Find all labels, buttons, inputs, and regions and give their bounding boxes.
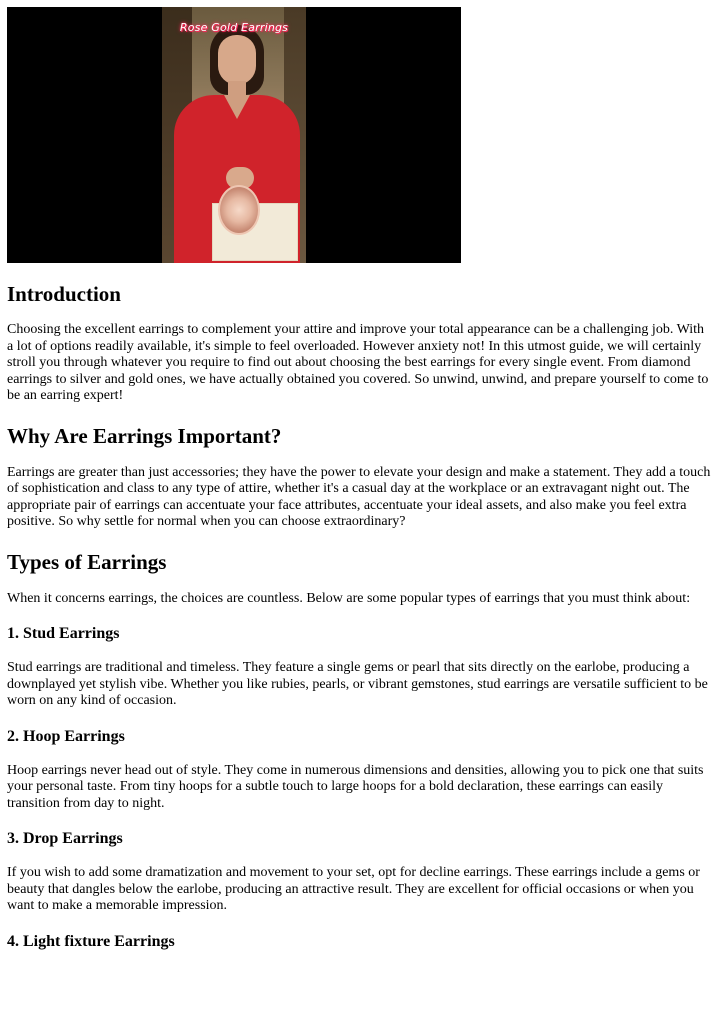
- paragraph-why-important: Earrings are greater than just accessories; they have the power to elevate your design and make a statement. They add a touch of sophistication and class to any type of attire, whether it's a casual day at the workplace or an extravagant night out. The appropriate pair of earrings can accentuate your face attributes, accentuate your ideal assets, and also make you feel extra positive. So why settle for normal when you can choose extraordinary?: [7, 464, 711, 529]
- heading-drop-earrings: 3. Drop Earrings: [7, 830, 123, 847]
- paragraph-stud-earrings: Stud earrings are traditional and timeless. They feature a single gems or pearl that sits directly on the earlobe, producing a downplayed yet stylish vibe. Whether you like rubies, pearls, or vibrant gemstones, stud earrings are versatile sufficient to be worn on any kind of occasion.: [7, 660, 708, 708]
- paragraph-hoop-earrings: Hoop earrings never head out of style. They come in numerous dimensions and densities, allowing you to pick one that suits your personal taste. From tiny hoops for a subtle touch to large hoops for a bold declaration, these earrings can easily transition from day to night.: [7, 762, 704, 811]
- heading-introduction: Introduction: [7, 282, 121, 306]
- heading-stud-earrings: 1. Stud Earrings: [7, 625, 120, 642]
- heading-hoop-earrings: 2. Hoop Earrings: [7, 727, 125, 745]
- video-player[interactable]: [7, 7, 461, 263]
- article: [7, 7, 713, 952]
- heading-light-fixture-earrings: 4. Light fixture Earrings: [7, 932, 175, 950]
- video-thumbnail: [162, 7, 306, 263]
- video-overlay-title: Rose Gold Earrings: [179, 21, 289, 34]
- paragraph-introduction: Choosing the excellent earrings to complement your attire and improve your total appearance can be a challenging job. With a lot of options readily available, it's simple to feel overloaded. However anxiety not! In this utmost guide, we will certainly stroll you through whatever you require to find out about choosing the best earrings for every single event. From diamond earrings to silver and gold ones, we have actually obtained you covered. So unwind, unwind, and prepare yourself to come to be an earring expert!: [7, 322, 709, 403]
- paragraph-types: When it concerns earrings, the choices are countless. Below are some popular types of earrings that you must think about:: [7, 590, 691, 606]
- rose-gold-earring: [218, 185, 260, 235]
- heading-types: Types of Earrings: [7, 549, 167, 574]
- heading-why-important: Why Are Earrings Important?: [7, 423, 282, 448]
- paragraph-drop-earrings: If you wish to add some dramatization and movement to your set, opt for decline earrings. These earrings include a gems or beauty that dangles below the earlobe, producing an attractive result. They are excellent for official occasions or when you want to make a memorable impression.: [7, 865, 700, 913]
- person-face: [218, 35, 256, 85]
